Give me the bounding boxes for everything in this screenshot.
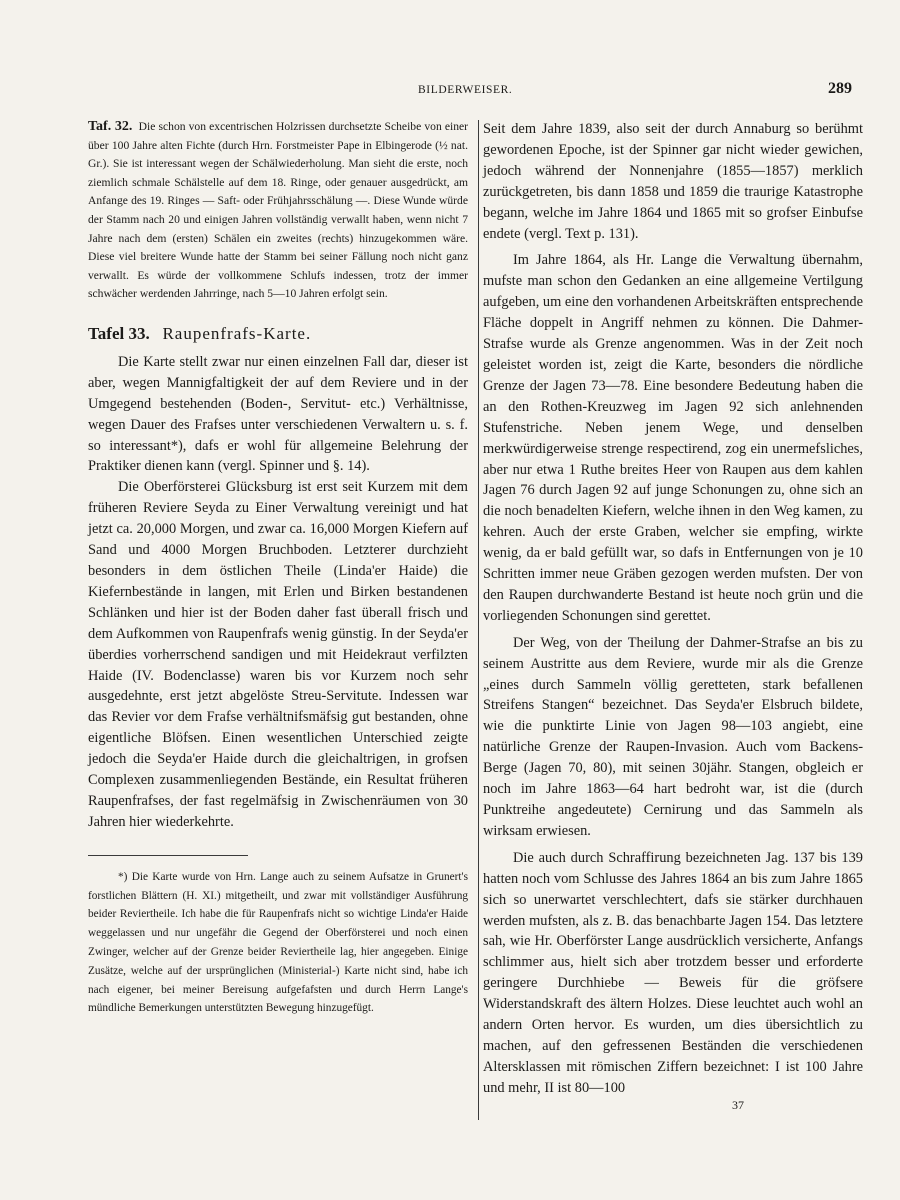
right-paragraph-4: Die auch durch Schraffirung bezeichneten Jag. 137 bis 139 hatten noch vom Schlusse des Jahres 1864 an bis zum Jahre 1865 sich so unerwartet verschlechtert, dafs sie stärker durchhauen werden mufsten, als z. B. das benachbarte Jagen 154. Das letztere sah, wie Hr. Oberförster Lange ausdrücklich versicherte, Anfangs schlimmer aus, hielt sich aber trotzdem besser und erforderte geringere Durchhiebe — Beweis für die gröfsere Widerstandskraft des ältern Holzes. Diese leuchtet auch wohl an andern Orten hervor. Es wurden, um dies übersichtlich zu machen, auf den gefressenen Beständen die verschiedenen Altersklassen mit römischen Ziffern bezeichnet: I ist 100 Jahre und mehr, II ist 80—100 [483, 849, 863, 1096]
footnote-divider [88, 855, 248, 856]
left-column [88, 118, 468, 1018]
right-paragraph-3: Der Weg, von der Theilung der Dahmer-Strafse an bis zu seinem Austritte aus dem Reviere, wurde mir als die Grenze „eines durch Sammeln völlig geretteten, stark befallenen Streifens Stangen“ bezeichnet. Das Seyda'er Elsbruch bildete, wie die punktirte Linie von Jagen 98—103 angiebt, eine natürliche Grenze der Raupen-Invasion. Auch vom Backens-Berge (Jagen 70, 80), mit seinen 30jähr. Stangen, obgleich er noch im Jahre 1863—64 hart bedroht war, ist die (durch Punktreihe angedeutete) Cernirung und das Sammeln als wirksam erwiesen. [483, 634, 863, 839]
right-column [483, 119, 863, 1099]
right-paragraph-1: Seit dem Jahre 1839, also seit der durch Annaburg so berühmt gewordenen Epoche, ist der Spinner gar nicht wieder gewichen, jedoch während der Nonnenjahre (1855—1857) merklich zurückgetreten, bis dann 1858 und 1859 die traurige Katastrophe begann, welche im Jahre 1864 und 1865 mit so grofser Einbufse endete (vergl. Text p. 131). [483, 121, 863, 242]
column-divider [478, 120, 479, 1120]
taf32-text: Die schon von excentrischen Holzrissen durchsetzte Scheibe von einer über 100 Jahre alten Fichte (durch Hrn. Forstmeister Pape in Elbingerode (½ nat. Gr.). Sie ist interessant wegen der Schälwiederholung. Man sieht die erste, noch ziemlich schmale Schälstelle auf dem 18. Ringe, oder genauer ausgedrückt, am Anfange des 19. Ringes — Saft- oder Frühjahrsschälung —. Diese Wunde würde der Stamm nach 20 und einigen Jahren vollständig verwallt haben, wenn nicht 7 Jahre nach dem (ersten) Schälen ein zweites (rechts) hinzugekommen wäre. Diese viel breitere Wunde hatte der Stamm bei seiner Fällung noch nicht ganz verwallt. Es würde der vollkommene Schlufs indessen, trotz der immer schwächer werdenden Jahrringe, nach 5—10 Jahren erfolgt sein. [88, 120, 469, 301]
tafel33-title: Raupenfrafs-Karte. [162, 323, 312, 343]
page-number: 289 [828, 80, 852, 97]
taf32-paragraph [88, 118, 468, 304]
running-title: BILDERWEISER. [418, 84, 513, 96]
section-heading-tafel33 [88, 322, 468, 346]
left-paragraph-1: Die Karte stellt zwar nur einen einzelnen Fall dar, dieser ist aber, wegen Mannigfaltigkeit der auf dem Reviere und in der Umgegend bestehenden (Boden-, Servitut- etc.) Verhältnisse, wegen Dauer des Frafses unter verschiedenen Verwaltern u. s. f. so interessant*), dafs er wohl für allgemeine Belehrung der Praktiker dienen kann (vergl. Spinner und §. 14). [88, 353, 468, 475]
footnote: *) Die Karte wurde von Hrn. Lange auch zu seinem Aufsatze in Grunert's forstlichen Blättern (H. XI.) mitgetheilt, und zwar mit vollständiger Ausführung beider Reviertheile. Ich habe die für Raupenfrafs nicht so wichtige Linda'er Haide weggelassen und nur ungefähr die Gegend der Oberförsterei und noch einen Zwinger, welcher auf der Grenze beider Reviertheile lag, hier angegeben. Einige Zusätze, welche auf der ursprünglichen (Ministerial-) Karte nicht sind, habe ich nach eigener, bei meiner Bereisung aufgefafsten und durch Herrn Lange's mündliche Bemerkungen unterstützten Bewegung hinzugefügt. [88, 870, 468, 1015]
left-paragraph-2: Die Oberförsterei Glücksburg ist erst seit Kurzem mit dem früheren Reviere Seyda zu Einer Verwaltung vereinigt und hat jetzt ca. 20,000 Morgen, und zwar ca. 16,000 Morgen Kiefern auf Sand und 4000 Morgen Bruchboden. Letzterer durchzieht besonders in dem östlichen Theile (Linda'er Haide) die Kiefernbestände in langen, mit Erlen und Birken bestandenen Schlänken und hier ist der Boden daher fast überall frisch und dem Aufkommen von Raupenfrafs wenig günstig. In der Seyda'er überdies vorherrschend sandigen und mit Heidekraut verfilzten Haide (IV. Bodenclasse) waren bis vor Kurzem noch sehr ausgedehnte, erst jetzt abgelöste Streu-Servitute. Indessen war das Revier vor dem Frafse verhältnifsmäfsig gut bestanden, ohne eigentliche Blöfsen. Einen wesentlichen Unterschied zeigte jedoch die Seyda'er Haide durch die gleichaltrigen, in grofsen Complexen zusammenliegenden Bestände, ein Resultat früheren Raupenfrafses, der fast regelmäfsig in Zwischenräumen von 30 Jahren hier wiederkehrte. [88, 479, 468, 830]
page-header [0, 80, 900, 102]
tafel33-label: Tafel 33. [88, 323, 150, 343]
signature-mark: 37 [732, 1098, 744, 1112]
taf32-label: Taf. 32. [88, 119, 133, 134]
right-paragraph-2: Im Jahre 1864, als Hr. Lange die Verwaltung übernahm, mufste man schon den Gedanken an eine allgemeine Vertilgung aufgeben, um eine den vorhandenen Arbeitskräften entsprechende Fläche doppelt in Angriff nehmen zu können. Die Dahmer-Strafse wurde als Grenze angenommen. Was in der Zeit noch geleistet worden ist, zeigt die Karte, besonders die nördliche Grenze der Jagen 73—78. Eine besondere Bedeutung haben die an den Rothen-Kreuzweg im Jagen 92 sich anlehnenden Stufenstriche. Neben jenem Wege, und denselben merkwürdigerweise strenge respectirend, zog ein unermefsliches, aber nur etwa 1 Ruthe breites Heer von Raupen aus dem kahlen Jagen 76 durch Jagen 92 auf junge Schonungen zu, ohne sich an die noch benadelten Kiefern, welche ihnen in den Weg kamen, zu kehren. Auch der erste Graben, welcher sie empfing, wirkte wenig, da er bald gefüllt war, so dafs in Entfernungen von je 10 Schritten immer neue Gräben gezogen werden mufsten. Der von den Raupen durchwanderte Bestand ist heute noch grün und die vorliegenden Schonungen sind gerettet. [483, 252, 863, 624]
